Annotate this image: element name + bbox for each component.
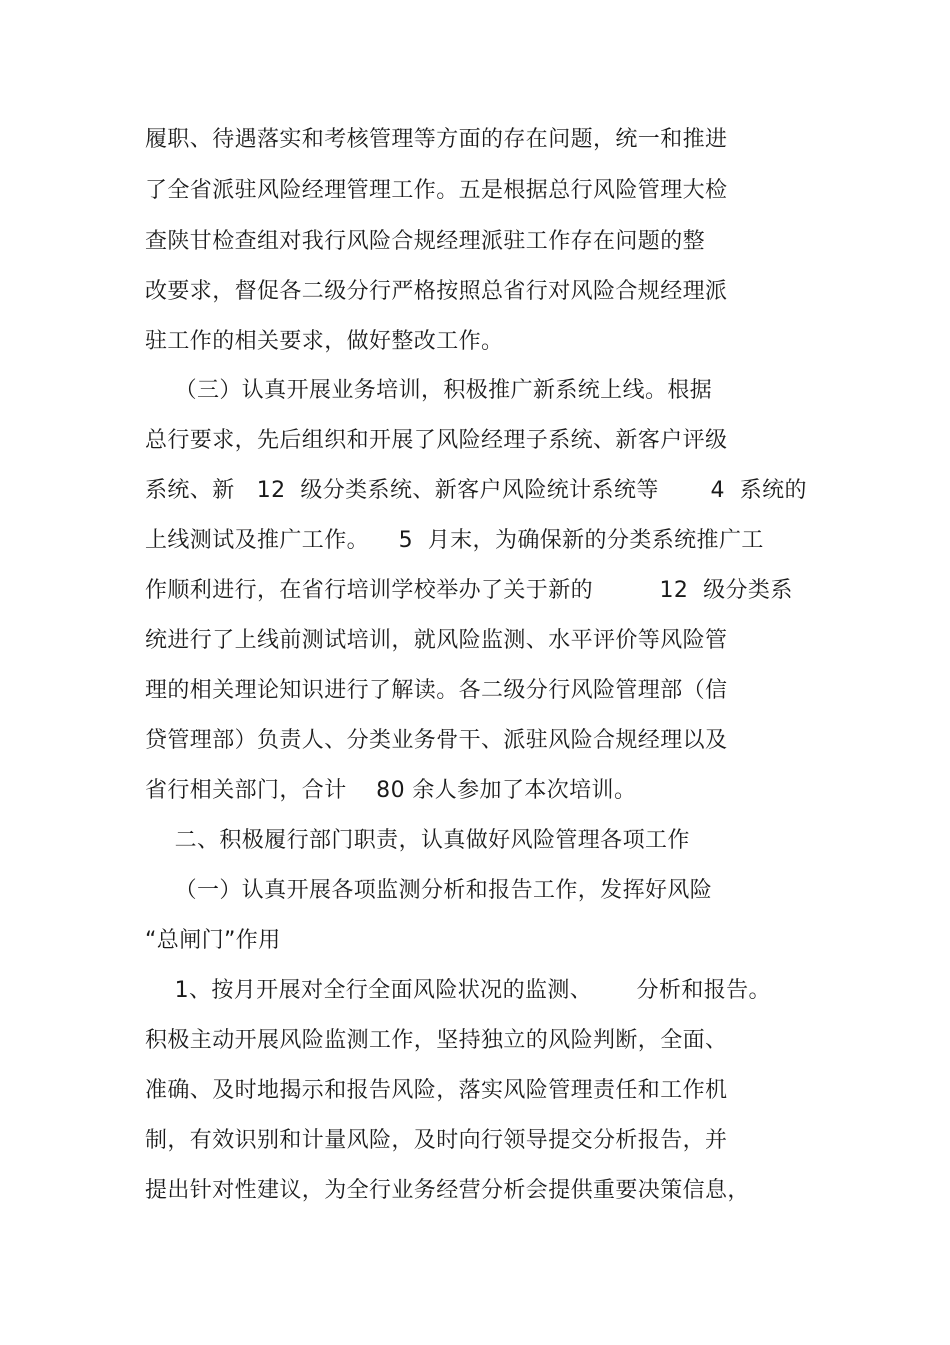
text-line: 制，有效识别和计量风险，及时向行领导提交分析报告，并 [145,1128,728,1153]
text-line: 上线测试及推广工作。 5 月末，为确保新的分类系统推广工 [145,528,764,553]
subsection-heading: （一）认真开展各项监测分析和报告工作，发挥好风险 [145,878,713,903]
text-line: 1、按月开展对全行全面风险状况的监测、 分析和报告。 [145,978,771,1003]
text-line: 统进行了上线前测试培训，就风险监测、水平评价等风险管 [145,628,728,653]
text-line: 查陕甘检查组对我行风险合规经理派驻工作存在问题的整 [145,229,706,254]
section-heading-3: （三）认真开展业务培训，积极推广新系统上线。根据 [145,378,713,403]
text-line: 省行相关部门，合计 80 余人参加了本次培训。 [145,778,637,803]
text-line: 积极主动开展风险监测工作，坚持独立的风险判断，全面、 [145,1028,728,1053]
text-line: 系统、新 12 级分类系统、新客户风险统计系统等 4 系统的 [145,478,807,503]
text-line: 理的相关理论知识进行了解读。各二级分行风险管理部（信 [145,678,728,703]
section-heading-2: 二、积极履行部门职责，认真做好风险管理各项工作 [145,828,690,853]
text-line: 提出针对性建议，为全行业务经营分析会提供重要决策信息， [145,1178,750,1203]
text-line: 改要求，督促各二级分行严格按照总省行对风险合规经理派 [145,279,728,304]
text-line: 履职、待遇落实和考核管理等方面的存在问题，统一和推进 [145,127,728,152]
text-line: 驻工作的相关要求，做好整改工作。 [145,329,504,354]
text-line: “总闸门”作用 [145,928,281,953]
text-line: 准确、及时地揭示和报告风险，落实风险管理责任和工作机 [145,1078,728,1103]
text-line: 贷管理部）负责人、分类业务骨干、派驻风险合规经理以及 [145,728,728,753]
text-line: 作顺利进行，在省行培训学校举办了关于新的 12 级分类系 [145,578,793,603]
text-line: 了全省派驻风险经理管理工作。五是根据总行风险管理大检 [145,178,728,203]
text-line: 总行要求，先后组织和开展了风险经理子系统、新客户评级 [145,428,728,453]
